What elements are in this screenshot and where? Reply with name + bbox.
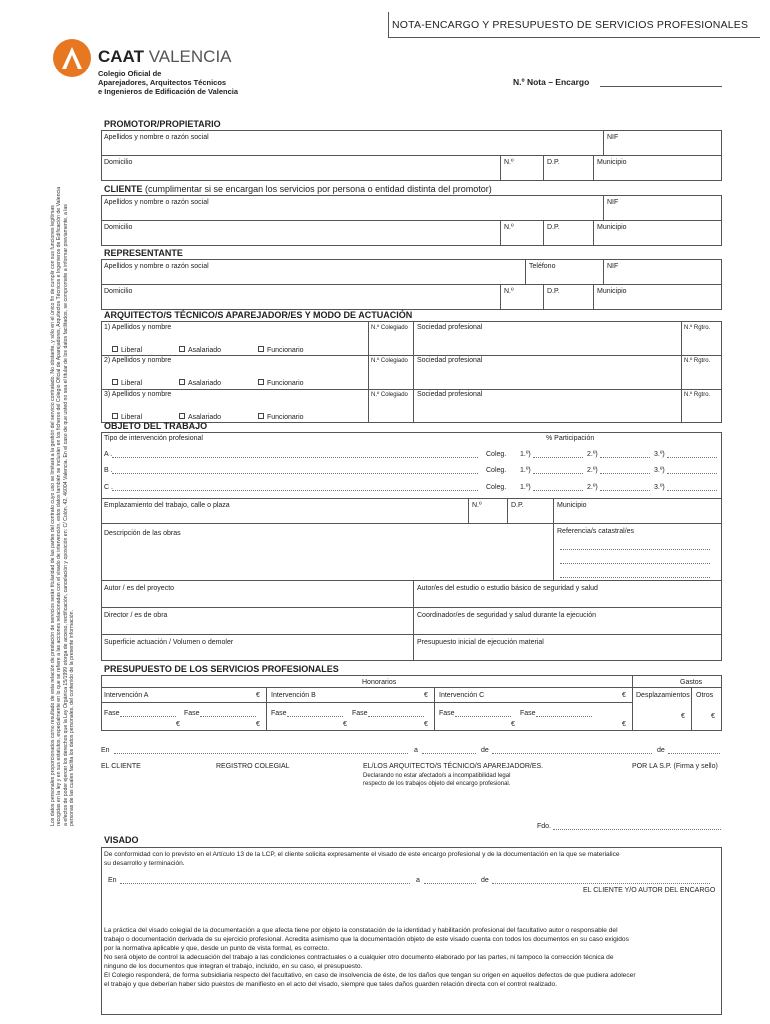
arq1-funcionario-checkbox[interactable] (258, 346, 264, 352)
arq3-asalariado-checkbox[interactable] (179, 413, 185, 419)
firma-mes-field[interactable] (492, 753, 652, 754)
declarando-line-2: respecto de los trabajos objeto del encargo profesional. (363, 781, 511, 787)
objeto-box (101, 432, 722, 661)
arq3-rgtro-field[interactable]: N.º Rgtro. (684, 392, 711, 398)
arq2-funcionario-label: Funcionario (267, 380, 304, 387)
visado-p7: el trabajo y que deberían haber sido puestos de manifiesto en el acto del visado, siempre que tales daños guarden relación directa con el control realizado. (104, 981, 558, 988)
arq2-liberal-label: Liberal (121, 380, 143, 387)
arquitectos-box (101, 321, 722, 423)
cliente-dp-field[interactable]: D.P. (547, 224, 560, 231)
fase-b2-field[interactable] (368, 716, 424, 717)
visado-p3: por la normativa aplicable y que, desde un punto de vista formal, es correcto. (104, 945, 330, 952)
visado-p4: No será objeto de control la adecuación del trabajo a las condiciones contractuales o a cualquier otro documento elaborado por las partes, ni tampoco la corrección técnica de (104, 954, 614, 961)
arq2-asalariado-checkbox[interactable] (179, 379, 185, 385)
visado-text-1: De conformidad con lo previsto en el Artículo 13 de la LCP, el cliente solicita expresamente el visado de este encargo profesional y de la documentación en la que se materialice (104, 851, 620, 858)
emplazamiento-municipio-field[interactable]: Municipio (557, 502, 587, 509)
descripcion-field[interactable]: Descripción de las obras (104, 530, 181, 537)
arq1-liberal-label: Liberal (121, 347, 143, 354)
tipo-c-part1-field[interactable] (533, 490, 583, 491)
arq2-apellidos-field[interactable]: 2) Apellidos y nombre (104, 357, 172, 364)
otros-label: Otros (696, 692, 714, 699)
visado-title: VISADO (104, 835, 139, 845)
org-line-3: e Ingenieros de Edificación de Valencia (98, 87, 239, 96)
referencia-catastral-field-3[interactable] (560, 577, 710, 578)
legal-side-text: Los datos personales proporcionados como resultado de esta relación de prestación de servicios serán titularidad de las partes del contrato cuyo uso se limitará a la gestión del servicio contratado. No obstante, y sólo en el único fin de cumplir con sus funciones legítimas recogidas en la ley y en sus estatutos, especialmente en lo que se refiere a las acciones relacionadas con el visado de intervención, estos datos también se incluirán en los ficheros del Colegio Oficial de Aparejadores, Arquitectos Técnicos e Ingenieros de Edificación de Valencia a efectos de poder ejercer los derechos que la Ley Orgánica 15/1999 otorga de acceso, rectificación, cancelación y oposición en: C/ Colón, 42, 46004 Valencia. En el caso de que usted no sea el titular de los datos facilitados, se compromete a informar previamente, a las personas de las cuales facilita los datos personales, del contenido de la presente información. (50, 186, 76, 826)
cliente-municipio-field[interactable]: Municipio (597, 224, 627, 231)
visado-p1: La práctica del visado colegial de la documentación a que afecta tiene por objeto la constatación de la identidad y habilitación profesional del facultativo autor o responsable del (104, 927, 618, 934)
promotor-nif-field[interactable]: NIF (607, 134, 619, 141)
objeto-title: OBJETO DEL TRABAJO (104, 421, 208, 431)
tipo-b-field[interactable]: B . (104, 467, 113, 474)
representante-apellidos-field[interactable]: Apellidos y nombre o razón social (104, 263, 209, 270)
director-obra-field[interactable]: Director / es de obra (104, 612, 168, 619)
arq3-asalariado-label: Asalariado (188, 414, 222, 421)
fase-a2-field[interactable] (200, 716, 256, 717)
honorarios-label: Honorarios (362, 679, 397, 686)
promotor-municipio-field[interactable]: Municipio (597, 159, 627, 166)
representante-municipio-field[interactable]: Municipio (597, 288, 627, 295)
emplazamiento-num-field[interactable]: N.º (472, 502, 482, 509)
presupuesto-box (101, 675, 722, 731)
visado-text-2: su desarrollo y terminación. (104, 860, 185, 867)
participacion-label: % Participación (546, 435, 595, 442)
arq2-rgtro-field[interactable]: N.º Rgtro. (684, 358, 711, 364)
fase-b1-field[interactable] (287, 716, 343, 717)
arq1-sociedad-field[interactable]: Sociedad profesional (417, 324, 483, 331)
fdo-field[interactable] (553, 829, 721, 830)
tipo-b-coleg: Coleg. (486, 467, 507, 474)
firma-sp-label: POR LA S.P. (Firma y sello) (632, 763, 718, 770)
presupuesto-inicial-field[interactable]: Presupuesto inicial de ejecución material (417, 639, 544, 646)
org-line-1: Colegio Oficial de (98, 69, 162, 78)
firma-dia-field[interactable] (422, 753, 476, 754)
visado-p2: trabajo o documentación derivada de su ejercicio profesional. Acredita asimismo que la documentación objeto de este visado cuenta con todos los documentos en su caso exigidos (104, 936, 629, 943)
tipo-c-field[interactable]: C . (104, 484, 113, 491)
tipo-c-part2-field[interactable] (600, 490, 650, 491)
autor-estudio-field[interactable]: Autor/es del estudio o estudio básico de seguridad y salud (417, 585, 598, 592)
tipo-a-part2-field[interactable] (600, 457, 650, 458)
arq2-sociedad-field[interactable]: Sociedad profesional (417, 357, 483, 364)
fdo-label: Fdo. (537, 823, 552, 830)
emplazamiento-field[interactable]: Emplazamiento del trabajo, calle o plaza (104, 502, 230, 509)
intervencion-b-euro: € (424, 692, 428, 699)
desplazamientos-label: Desplazamientos (636, 692, 690, 699)
visado-lugar-field[interactable] (120, 883, 410, 884)
arquitectos-title: ARQUITECTO/S TÉCNICO/S APAREJADOR/ES Y MODO DE ACTUACIÓN (104, 310, 413, 320)
tipo-b-part1-field[interactable] (533, 473, 583, 474)
cliente-domicilio-field[interactable]: Domicilio (104, 224, 133, 231)
tipo-c-coleg: Coleg. (486, 484, 507, 491)
intervencion-a-euro: € (256, 692, 260, 699)
logo-text: CAAT VALENCIA (98, 47, 232, 66)
gastos-label: Gastos (680, 679, 703, 686)
tipo-b-part2-field[interactable] (600, 473, 650, 474)
visado-p6: El Colegio responderá, de forma subsidiaria respecto del facultativo, en caso de insolvencia de éste, de los daños que tengan su origen en aquellos defectos de que pudiera adolecer (104, 972, 636, 979)
presupuesto-title: PRESUPUESTO DE LOS SERVICIOS PROFESIONALES (104, 664, 339, 674)
promotor-apellidos-field[interactable]: Apellidos y nombre o razón social (104, 134, 209, 141)
autor-proyecto-field[interactable]: Autor / es del proyecto (104, 585, 175, 592)
representante-nif-field[interactable]: NIF (607, 263, 619, 270)
nota-encargo-field[interactable] (600, 86, 722, 87)
visado-mes-field[interactable] (492, 883, 710, 884)
firma-anio-field[interactable] (668, 753, 720, 754)
arq1-liberal-checkbox[interactable] (112, 346, 118, 352)
referencia-catastral-field-2[interactable] (560, 563, 710, 564)
arq1-colegiado-field[interactable]: N.º Colegiado (371, 325, 408, 331)
cliente-apellidos-field[interactable]: Apellidos y nombre o razón social (104, 199, 209, 206)
firma-arquitectos-label: EL/LOS ARQUITECTO/S TÉCNICO/S APAREJADOR/ES. (363, 763, 544, 770)
desplazamientos-euro: € (681, 713, 685, 720)
arq2-funcionario-checkbox[interactable] (258, 379, 264, 385)
arq1-asalariado-label: Asalariado (188, 347, 222, 354)
intervencion-c-label: Intervención C (439, 692, 485, 699)
arq3-funcionario-label: Funcionario (267, 414, 304, 421)
tipo-c-part3-field[interactable] (667, 490, 717, 491)
fase-a1-field[interactable] (120, 716, 176, 717)
representante-title: REPRESENTANTE (104, 248, 183, 258)
firma-lugar-field[interactable] (114, 753, 408, 754)
cliente-num-field[interactable]: N.º (504, 224, 514, 231)
referencia-catastral-field-1[interactable] (560, 549, 710, 550)
tipo-a-coleg: Coleg. (486, 451, 507, 458)
visado-p5: ninguno de los documentos que integran el trabajo, incluido, en su caso, el presupuesto. (104, 963, 363, 970)
representante-telefono-field[interactable]: Teléfono (529, 263, 556, 270)
arq3-apellidos-field[interactable]: 3) Apellidos y nombre (104, 391, 172, 398)
arq3-liberal-label: Liberal (121, 414, 143, 421)
arq2-liberal-checkbox[interactable] (112, 379, 118, 385)
otros-euro: € (711, 713, 715, 720)
promotor-num-field[interactable]: N.º (504, 159, 514, 166)
cliente-title: CLIENTE (cumplimentar si se encargan los servicios por persona o entidad distinta del promotor) (104, 184, 492, 194)
cliente-nif-field[interactable]: NIF (607, 199, 619, 206)
nota-encargo-label: N.º Nota – Encargo (513, 77, 590, 87)
org-line-2: Aparejadores, Arquitectos Técnicos (98, 78, 227, 87)
tipo-intervencion-label: Tipo de intervención profesional (104, 435, 203, 442)
arq2-asalariado-label: Asalariado (188, 380, 222, 387)
superficie-field[interactable]: Superficie actuación / Volumen o demoler (104, 639, 234, 646)
firma-cliente-label: EL CLIENTE (101, 763, 141, 770)
coordinador-field[interactable]: Coordinador/es de seguridad y salud durante la ejecución (417, 612, 597, 619)
fase-c2-field[interactable] (536, 716, 592, 717)
tipo-a-part3-field[interactable] (667, 457, 717, 458)
arq3-funcionario-checkbox[interactable] (258, 413, 264, 419)
arq1-asalariado-checkbox[interactable] (179, 346, 185, 352)
referencia-catastral-label: Referencia/s catastral/es (557, 528, 635, 535)
representante-dp-field[interactable]: D.P. (547, 288, 560, 295)
document-title: NOTA-ENCARGO Y PRESUPUESTO DE SERVICIOS PROFESIONALES (392, 19, 749, 31)
promotor-dp-field[interactable]: D.P. (547, 159, 560, 166)
arq1-apellidos-field[interactable]: 1) Apellidos y nombre (104, 324, 172, 331)
arq3-colegiado-field[interactable]: N.º Colegiado (371, 392, 408, 398)
fase-c1-field[interactable] (455, 716, 511, 717)
firma-registro-label: REGISTRO COLEGIAL (216, 763, 290, 770)
tipo-a-field[interactable]: A . (104, 451, 113, 458)
representante-domicilio-field[interactable]: Domicilio (104, 288, 133, 295)
declarando-line-1: Declarando no estar afectado/s a incompatibilidad legal (363, 773, 511, 779)
intervencion-b-label: Intervención B (271, 692, 316, 699)
intervencion-c-euro: € (622, 692, 626, 699)
arq3-sociedad-field[interactable]: Sociedad profesional (417, 391, 483, 398)
promotor-domicilio-field[interactable]: Domicilio (104, 159, 133, 166)
promotor-title: PROMOTOR/PROPIETARIO (104, 119, 221, 129)
tipo-b-part3-field[interactable] (667, 473, 717, 474)
visado-dia-field[interactable] (424, 883, 476, 884)
arq3-liberal-checkbox[interactable] (112, 413, 118, 419)
visado-cliente-autor-label: EL CLIENTE Y/O AUTOR DEL ENCARGO (583, 887, 716, 894)
arq1-rgtro-field[interactable]: N.º Rgtro. (684, 325, 711, 331)
tipo-a-part1-field[interactable] (533, 457, 583, 458)
arq1-funcionario-label: Funcionario (267, 347, 304, 354)
arq2-colegiado-field[interactable]: N.º Colegiado (371, 358, 408, 364)
caat-logo-icon (52, 38, 92, 78)
intervencion-a-label: Intervención A (104, 692, 149, 699)
emplazamiento-dp-field[interactable]: D.P. (511, 502, 524, 509)
representante-num-field[interactable]: N.º (504, 288, 514, 295)
